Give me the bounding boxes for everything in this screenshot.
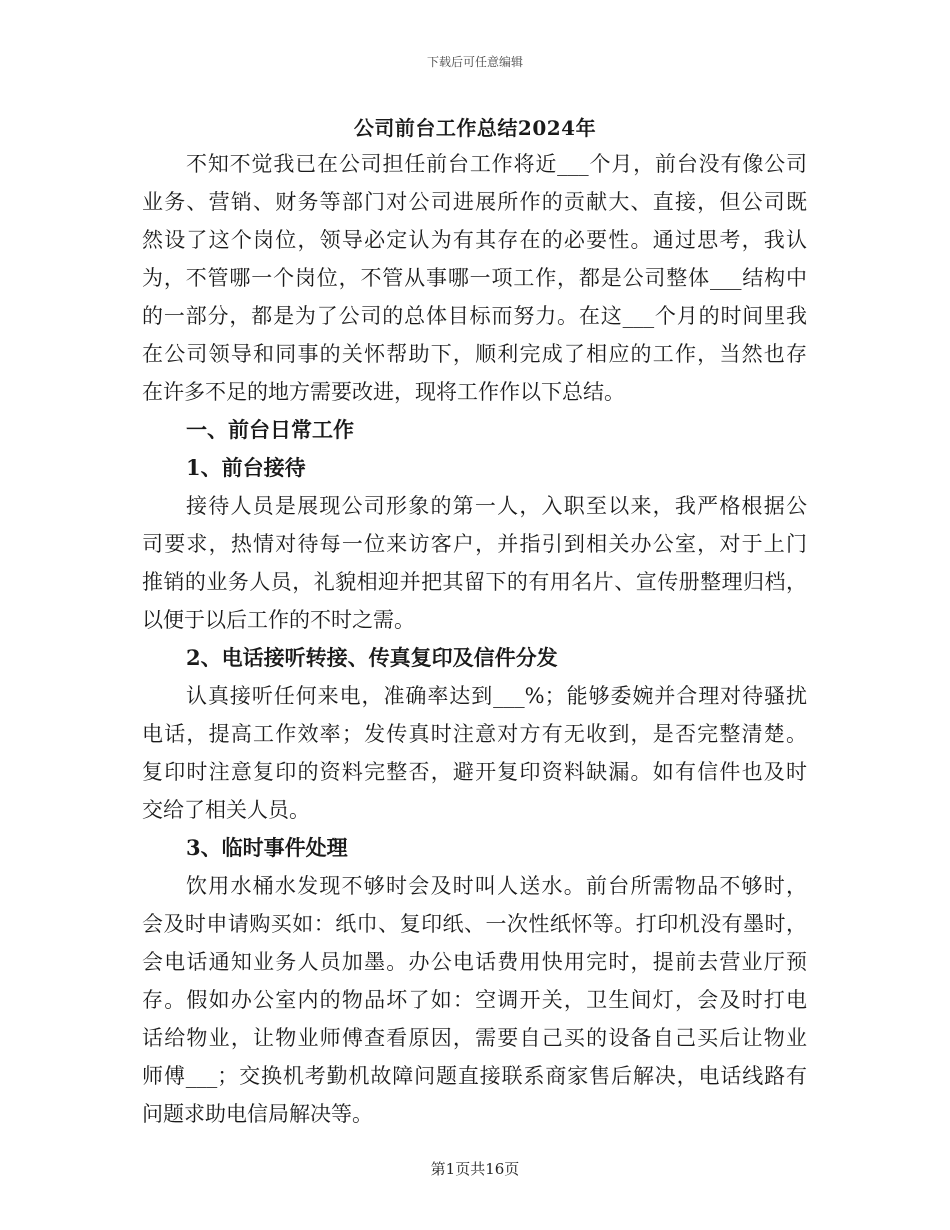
document-title: 公司前台工作总结2024年	[353, 116, 597, 140]
paragraph-line: 在公司领导和同事的关怀帮助下，顺利完成了相应的工作，当然也存	[142, 342, 807, 366]
section-heading: 1、前台接待	[186, 455, 306, 480]
paragraph-line: 会及时申请购买如：纸巾、复印纸、一次性纸怀等。打印机没有墨时，	[142, 912, 807, 936]
paragraph-line: 在许多不足的地方需要改进，现将工作作以下总结。	[142, 380, 625, 404]
section-heading: 一、前台日常工作	[186, 417, 354, 442]
paragraph-line: 推销的业务人员，礼貌相迎并把其留下的有用名片、宣传册整理归档，	[142, 570, 807, 594]
paragraph-line: 话给物业，让物业师傅查看原因，需要自己买的设备自己买后让物业	[142, 1026, 807, 1050]
section-heading: 3、临时事件处理	[186, 835, 348, 860]
paragraph-line: 的一部分，都是为了公司的总体目标而努力。在这___个月的时间里我	[142, 304, 807, 328]
paragraph-line: 业务、营销、财务等部门对公司进展所作的贡献大、直接，但公司既	[142, 190, 807, 214]
paragraph-line: 接待人员是展现公司形象的第一人，入职至以来，我严格根据公	[186, 494, 807, 518]
page-header: 下载后可任意编辑	[426, 55, 523, 69]
paragraph-line: 为，不管哪一个岗位，不管从事哪一项工作，都是公司整体___结构中	[142, 266, 807, 290]
paragraph-line: 以便于以后工作的不时之需。	[142, 608, 415, 632]
paragraph-line: 交给了相关人员。	[142, 798, 310, 822]
paragraph-line: 不知不觉我已在公司担任前台工作将近___个月，前台没有像公司	[186, 152, 807, 176]
paragraph-line: 复印时注意复印的资料完整否，避开复印资料缺漏。如有信件也及时	[142, 760, 807, 784]
paragraph-line: 认真接听任何来电，准确率达到___%；能够委婉并合理对待骚扰	[186, 684, 807, 708]
paragraph-line: 电话，提高工作效率；发传真时注意对方有无收到，是否完整清楚。	[142, 722, 807, 746]
page-footer: 第1页共16页	[430, 1160, 520, 1178]
paragraph-line: 师傅___；交换机考勤机故障问题直接联系商家售后解决，电话线路有	[142, 1064, 807, 1088]
paragraph-line: 司要求，热情对待每一位来访客户，并指引到相关办公室，对于上门	[142, 532, 807, 556]
paragraph-line: 饮用水桶水发现不够时会及时叫人送水。前台所需物品不够时，	[186, 874, 807, 898]
paragraph-line: 问题求助电信局解决等。	[142, 1102, 373, 1126]
document-body	[142, 145, 807, 1133]
paragraph-line: 然设了这个岗位，领导必定认为有其存在的必要性。通过思考，我认	[142, 228, 807, 252]
paragraph-line: 存。假如办公室内的物品坏了如：空调开关，卫生间灯，会及时打电	[142, 988, 807, 1012]
section-heading: 2、电话接听转接、传真复印及信件分发	[186, 645, 558, 670]
paragraph-line: 会电话通知业务人员加墨。办公电话费用快用完时，提前去营业厅预	[142, 950, 807, 974]
